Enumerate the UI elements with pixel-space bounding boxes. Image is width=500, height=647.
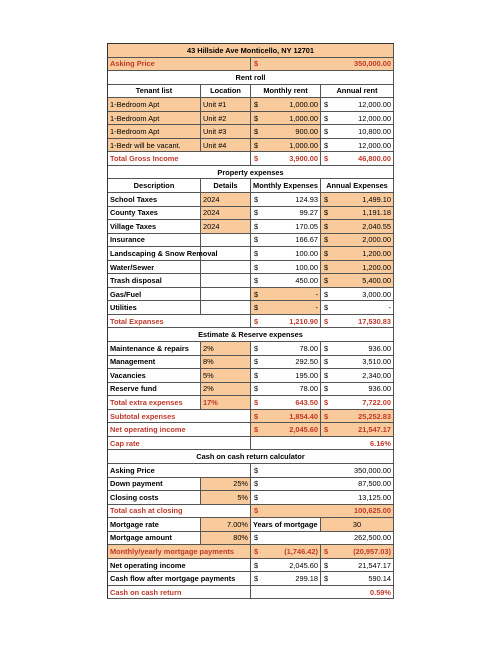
subtotal-annual[interactable] <box>321 410 394 423</box>
currency-symbol: $ <box>254 303 259 313</box>
expense-details-cell[interactable] <box>201 301 251 314</box>
currency-symbol: $ <box>254 154 259 164</box>
annual-expense-cell[interactable] <box>321 247 394 260</box>
header-details[interactable]: Details <box>201 179 251 192</box>
currency-symbol: $ <box>324 411 329 421</box>
amount: - <box>315 303 318 313</box>
amount: 78.00 <box>299 384 318 394</box>
amount: 12,000.00 <box>358 140 391 150</box>
annual-expense-cell[interactable] <box>321 193 394 206</box>
annual-expense-cell[interactable] <box>321 207 394 220</box>
cash-at-closing-label[interactable]: Total cash at closing <box>108 505 251 518</box>
noi-monthly[interactable] <box>251 423 321 436</box>
header-monthly-rent[interactable]: Monthly rent <box>251 85 321 98</box>
amount: 12,000.00 <box>358 99 391 109</box>
subtotal-expenses-label[interactable]: Subtotal expenses <box>108 410 251 423</box>
annual-rent-cell[interactable] <box>321 139 394 152</box>
reserve-description-cell[interactable]: Reserve fund <box>108 383 201 396</box>
expense-description-cell[interactable]: School Taxes <box>108 193 201 206</box>
currency-symbol: $ <box>324 235 329 245</box>
currency-symbol: $ <box>254 289 259 299</box>
currency-symbol: $ <box>254 140 259 150</box>
currency-symbol: $ <box>254 248 259 258</box>
amount: 936.00 <box>368 384 391 394</box>
rent-roll-heading-row <box>108 71 394 85</box>
amount: 1,000.00 <box>289 140 318 150</box>
expense-details-cell[interactable] <box>201 288 251 301</box>
table-row <box>108 193 394 207</box>
table-row <box>108 125 394 139</box>
table-row <box>108 261 394 275</box>
currency-symbol: $ <box>254 547 259 556</box>
total-expenses-label[interactable]: Total Expanses <box>108 315 251 328</box>
amount: 170.05 <box>295 221 318 231</box>
amount: 350,000.00 <box>354 465 391 475</box>
currency-symbol: $ <box>254 560 259 570</box>
title-row <box>108 44 394 58</box>
amount: 46,800.00 <box>358 154 391 164</box>
table-row <box>108 288 394 302</box>
currency-symbol: $ <box>324 357 329 367</box>
currency-symbol: $ <box>324 248 329 258</box>
years-of-mortgage-value[interactable]: 30 <box>321 518 394 531</box>
monthly-expense-cell[interactable] <box>251 207 321 220</box>
currency-symbol: $ <box>324 370 329 380</box>
amount: 1,499.10 <box>362 194 391 204</box>
reserve-rows <box>108 342 394 396</box>
currency-symbol: $ <box>324 547 329 556</box>
tenant-cell[interactable]: 1-Bedroom Apt <box>108 98 201 111</box>
amount: 1,854.40 <box>289 411 318 421</box>
total-gross-income-label[interactable]: Total Gross Income <box>108 152 251 165</box>
amount: 2,340.00 <box>362 370 391 380</box>
monthly-expense-cell[interactable] <box>251 220 321 233</box>
table-row <box>108 301 394 315</box>
asking-price-amount: 350,000.00 <box>354 59 391 69</box>
annual-rent-cell[interactable] <box>321 98 394 111</box>
expense-description-cell[interactable]: County Taxes <box>108 207 201 220</box>
expense-details-cell[interactable]: 2024 <box>201 220 251 233</box>
expense-description-cell[interactable]: Trash disposal <box>108 274 201 287</box>
amount: 7,722.00 <box>362 397 391 407</box>
tenant-cell[interactable]: 1-Bedr will be vacant. <box>108 139 201 152</box>
amount: 99.27 <box>299 208 318 218</box>
currency-symbol: $ <box>324 343 329 353</box>
rent-roll-heading[interactable]: Rent roll <box>108 71 394 84</box>
amount: 78.00 <box>299 343 318 353</box>
monthly-expense-cell[interactable] <box>251 261 321 274</box>
amount: 2,000.00 <box>362 235 391 245</box>
mortgage-payments-annual[interactable] <box>321 545 394 558</box>
amount: 87,500.00 <box>358 479 391 489</box>
spreadsheet <box>107 43 394 599</box>
currency-symbol: $ <box>254 357 259 367</box>
total-extra-expenses-label[interactable]: Total extra expenses <box>108 396 201 409</box>
expense-description-cell[interactable]: Village Taxes <box>108 220 201 233</box>
closing-costs-row <box>108 491 394 505</box>
amount: 1,000.00 <box>289 99 318 109</box>
reserve-heading[interactable]: Estimate & Reserve expenses <box>108 328 394 341</box>
subtotal-expenses-row <box>108 410 394 424</box>
amount: 100.00 <box>295 248 318 258</box>
amount: (20,957.03) <box>353 547 391 556</box>
amount: 3,510.00 <box>362 357 391 367</box>
total-extra-expenses-pct[interactable]: 17% <box>201 396 251 409</box>
tenant-cell[interactable]: 1-Bedroom Apt <box>108 125 201 138</box>
expense-description-cell[interactable]: Gas/Fuel <box>108 288 201 301</box>
currency-symbol: $ <box>324 316 329 326</box>
cash-on-cash-return-row <box>108 586 394 600</box>
cash-flow-label[interactable]: Cash flow after mortgage payments <box>108 572 251 585</box>
currency-symbol: $ <box>254 465 259 475</box>
reserve-annual-cell[interactable] <box>321 342 394 355</box>
header-monthly-expenses[interactable]: Monthly Expenses <box>251 179 321 192</box>
total-monthly-expenses[interactable] <box>251 315 321 328</box>
table-row <box>108 112 394 126</box>
amount: 1,191.18 <box>362 208 391 218</box>
header-description[interactable]: Description <box>108 179 201 192</box>
expenses-header-row <box>108 179 394 193</box>
reserve-pct-cell[interactable]: 8% <box>201 356 251 369</box>
amount: 2,045.60 <box>289 560 318 570</box>
currency-symbol: $ <box>324 99 329 109</box>
asking-price-label[interactable]: Asking Price <box>108 58 251 71</box>
monthly-expense-cell[interactable] <box>251 247 321 260</box>
currency-symbol: $ <box>324 113 329 123</box>
closing-costs-pct[interactable]: 5% <box>201 491 251 504</box>
table-row <box>108 220 394 234</box>
cash-flow-monthly[interactable] <box>251 572 321 585</box>
currency-symbol: $ <box>254 276 259 286</box>
currency-symbol: $ <box>324 289 329 299</box>
mortgage-rate-value[interactable]: 7.00% <box>201 518 251 531</box>
amount: 3,900.00 <box>289 154 318 164</box>
reserve-pct-cell[interactable]: 5% <box>201 369 251 382</box>
amount: (1,746.42) <box>284 547 318 556</box>
reserve-monthly-cell[interactable] <box>251 369 321 382</box>
currency-symbol: $ <box>324 425 329 435</box>
asking-price-row <box>108 58 394 72</box>
years-of-mortgage-label[interactable]: Years of mortgage <box>251 518 321 531</box>
expense-details-cell[interactable] <box>201 234 251 247</box>
amount: 13,125.00 <box>358 492 391 502</box>
currency-symbol: $ <box>324 208 329 218</box>
reserve-pct-cell[interactable]: 2% <box>201 342 251 355</box>
currency-symbol: $ <box>254 208 259 218</box>
amount: 25,252.83 <box>358 411 391 421</box>
coc-asking-row <box>108 464 394 478</box>
extra-monthly[interactable] <box>251 396 321 409</box>
amount: 21,547.17 <box>358 425 391 435</box>
mortgage-rate-label[interactable]: Mortgage rate <box>108 518 201 531</box>
currency-symbol: $ <box>324 560 329 570</box>
amount: 3,000.00 <box>362 289 391 299</box>
down-payment-pct[interactable]: 25% <box>201 478 251 491</box>
amount: 262,500.00 <box>354 533 391 543</box>
expenses-rows <box>108 193 394 315</box>
reserve-pct-cell[interactable]: 2% <box>201 383 251 396</box>
currency-symbol: $ <box>254 411 259 421</box>
coc-asking-value[interactable] <box>251 464 394 477</box>
expense-details-cell[interactable]: 2024 <box>201 207 251 220</box>
reserve-description-cell[interactable]: Vacancies <box>108 369 201 382</box>
mortgage-payments-row <box>108 545 394 559</box>
amount: 10,800.00 <box>358 127 391 137</box>
monthly-rent-cell[interactable] <box>251 125 321 138</box>
currency-symbol: $ <box>254 194 259 204</box>
amount: 299.18 <box>295 574 318 584</box>
expense-description-cell[interactable]: Utilities <box>108 301 201 314</box>
table-row <box>108 369 394 383</box>
reserve-description-cell[interactable]: Maintenance & repairs <box>108 342 201 355</box>
expenses-heading-row <box>108 166 394 180</box>
reserve-monthly-cell[interactable] <box>251 383 321 396</box>
extra-expenses-row <box>108 396 394 410</box>
total-annual-expenses[interactable] <box>321 315 394 328</box>
reserve-description-cell[interactable]: Management <box>108 356 201 369</box>
coc-noi-label[interactable]: Net operating income <box>108 559 251 572</box>
amount: - <box>315 289 318 299</box>
coc-heading-row <box>108 450 394 464</box>
coc-heading[interactable]: Cash on cash return calculator <box>108 450 394 463</box>
amount: 1,210.90 <box>289 316 318 326</box>
amount: 5,400.00 <box>362 276 391 286</box>
cash-on-cash-return-value[interactable]: 0.59% <box>251 586 394 599</box>
location-cell[interactable]: Unit #3 <box>201 125 251 138</box>
extra-annual[interactable] <box>321 396 394 409</box>
cap-rate-row <box>108 437 394 451</box>
currency-symbol: $ <box>254 113 259 123</box>
currency-symbol: $ <box>254 397 259 407</box>
currency-symbol: $ <box>254 506 259 516</box>
mortgage-rate-row <box>108 518 394 532</box>
annual-expense-cell[interactable] <box>321 301 394 314</box>
rent-roll-rows <box>108 98 394 152</box>
amount: 12,000.00 <box>358 113 391 123</box>
currency-symbol: $ <box>324 303 329 313</box>
cash-flow-row <box>108 572 394 586</box>
table-row <box>108 234 394 248</box>
expense-description-cell[interactable]: Insurance <box>108 234 201 247</box>
currency-symbol: $ <box>324 127 329 137</box>
monthly-rent-cell[interactable] <box>251 139 321 152</box>
closing-costs-value[interactable] <box>251 491 394 504</box>
mortgage-amount-label[interactable]: Mortgage amount <box>108 532 201 545</box>
mortgage-payments-label[interactable]: Monthly/yearly mortgage payments <box>108 545 251 558</box>
down-payment-value[interactable] <box>251 478 394 491</box>
annual-expense-cell[interactable] <box>321 261 394 274</box>
table-row <box>108 98 394 112</box>
location-cell[interactable]: Unit #2 <box>201 112 251 125</box>
currency-symbol: $ <box>254 99 259 109</box>
monthly-expense-cell[interactable] <box>251 193 321 206</box>
table-row <box>108 356 394 370</box>
currency-symbol: $ <box>324 574 329 584</box>
amount: 124.93 <box>295 194 318 204</box>
currency-symbol: $ <box>324 384 329 394</box>
expense-details-cell[interactable] <box>201 247 251 260</box>
reserve-annual-cell[interactable] <box>321 383 394 396</box>
table-row <box>108 139 394 153</box>
currency-symbol: $ <box>254 316 259 326</box>
asking-price-value[interactable] <box>251 58 394 71</box>
mortgage-amount-row <box>108 532 394 546</box>
amount: 100.00 <box>295 262 318 272</box>
monthly-expense-cell[interactable] <box>251 234 321 247</box>
amount: 900.00 <box>295 127 318 137</box>
expenses-heading[interactable]: Property expenses <box>108 166 394 179</box>
currency-symbol: $ <box>324 140 329 150</box>
amount: 166.67 <box>295 235 318 245</box>
monthly-rent-cell[interactable] <box>251 98 321 111</box>
currency-symbol: $ <box>254 533 259 543</box>
currency-symbol: $ <box>324 276 329 286</box>
noi-annual[interactable] <box>321 423 394 436</box>
total-annual-rent[interactable] <box>321 152 394 165</box>
cash-at-closing-value[interactable] <box>251 505 394 518</box>
table-row <box>108 383 394 397</box>
cap-rate-value[interactable]: 6.16% <box>251 437 394 450</box>
currency-symbol: $ <box>254 127 259 137</box>
currency-symbol: $ <box>254 479 259 489</box>
amount: 21,547.17 <box>358 560 391 570</box>
amount: 936.00 <box>368 343 391 353</box>
amount: 450.00 <box>295 276 318 286</box>
expenses-total-row <box>108 315 394 329</box>
cash-at-closing-row <box>108 505 394 519</box>
amount: 1,200.00 <box>362 248 391 258</box>
currency-symbol: $ <box>324 262 329 272</box>
coc-noi-monthly[interactable] <box>251 559 321 572</box>
table-row <box>108 207 394 221</box>
annual-expense-cell[interactable] <box>321 220 394 233</box>
header-annual-rent[interactable]: Annual rent <box>321 85 394 98</box>
currency-symbol: $ <box>254 221 259 231</box>
mortgage-amount-pct[interactable]: 80% <box>201 532 251 545</box>
coc-noi-annual[interactable] <box>321 559 394 572</box>
header-location[interactable]: Location <box>201 85 251 98</box>
rent-roll-header-row <box>108 85 394 99</box>
amount: 195.00 <box>295 370 318 380</box>
currency-symbol: $ <box>324 154 329 164</box>
total-monthly-rent[interactable] <box>251 152 321 165</box>
currency-symbol: $ <box>254 262 259 272</box>
currency-symbol: $ <box>254 492 259 502</box>
amount: 2,045.60 <box>289 425 318 435</box>
expense-details-cell[interactable]: 2024 <box>201 193 251 206</box>
annual-expense-cell[interactable] <box>321 288 394 301</box>
expense-description-cell[interactable]: Water/Sewer <box>108 261 201 274</box>
down-payment-row <box>108 478 394 492</box>
coc-asking-label[interactable]: Asking Price <box>108 464 251 477</box>
header-annual-expenses[interactable]: Annual Expenses <box>321 179 394 192</box>
property-address[interactable]: 43 Hillside Ave Monticello, NY 12701 <box>108 44 394 57</box>
header-tenant-list[interactable]: Tenant list <box>108 85 201 98</box>
reserve-annual-cell[interactable] <box>321 356 394 369</box>
currency-symbol: $ <box>324 194 329 204</box>
location-cell[interactable]: Unit #1 <box>201 98 251 111</box>
subtotal-monthly[interactable] <box>251 410 321 423</box>
net-operating-income-label[interactable]: Net operating income <box>108 423 251 436</box>
currency-symbol: $ <box>324 221 329 231</box>
amount: 643.50 <box>295 397 318 407</box>
down-payment-label[interactable]: Down payment <box>108 478 201 491</box>
table-row <box>108 342 394 356</box>
table-row <box>108 274 394 288</box>
expense-details-cell[interactable] <box>201 261 251 274</box>
monthly-expense-cell[interactable] <box>251 301 321 314</box>
currency-symbol: $ <box>254 235 259 245</box>
amount: 292.50 <box>295 357 318 367</box>
monthly-rent-cell[interactable] <box>251 112 321 125</box>
amount: 1,200.00 <box>362 262 391 272</box>
currency-symbol: $ <box>254 425 259 435</box>
reserve-monthly-cell[interactable] <box>251 342 321 355</box>
annual-expense-cell[interactable] <box>321 274 394 287</box>
currency-symbol: $ <box>324 397 329 407</box>
location-cell[interactable]: Unit #4 <box>201 139 251 152</box>
monthly-expense-cell[interactable] <box>251 288 321 301</box>
closing-costs-label[interactable]: Closing costs <box>108 491 201 504</box>
currency-symbol: $ <box>254 574 259 584</box>
amount: 2,040.55 <box>362 221 391 231</box>
rent-total-row <box>108 152 394 166</box>
reserve-heading-row <box>108 328 394 342</box>
amount: 590.14 <box>368 574 391 584</box>
expense-details-cell[interactable] <box>201 274 251 287</box>
cap-rate-label[interactable]: Cap rate <box>108 437 251 450</box>
annual-rent-cell[interactable] <box>321 125 394 138</box>
mortgage-amount-value[interactable] <box>251 532 394 545</box>
currency-symbol: $ <box>254 384 259 394</box>
amount: - <box>388 303 391 313</box>
monthly-expense-cell[interactable] <box>251 274 321 287</box>
amount: 17,530.83 <box>358 316 391 326</box>
currency-symbol: $ <box>254 59 259 69</box>
currency-symbol: $ <box>254 370 259 380</box>
cash-flow-annual[interactable] <box>321 572 394 585</box>
coc-noi-row <box>108 559 394 573</box>
expense-description-cell[interactable]: Landscaping & Snow Removal <box>110 248 218 258</box>
tenant-cell[interactable]: 1-Bedroom Apt <box>108 112 201 125</box>
annual-expense-cell[interactable] <box>321 234 394 247</box>
amount: 100,625.00 <box>354 506 391 516</box>
reserve-monthly-cell[interactable] <box>251 356 321 369</box>
net-operating-income-row <box>108 423 394 437</box>
table-row <box>108 247 394 261</box>
annual-rent-cell[interactable] <box>321 112 394 125</box>
currency-symbol: $ <box>254 343 259 353</box>
amount: 1,000.00 <box>289 113 318 123</box>
reserve-annual-cell[interactable] <box>321 369 394 382</box>
cash-on-cash-return-label[interactable]: Cash on cash return <box>108 586 251 599</box>
mortgage-payments-monthly[interactable] <box>251 545 321 558</box>
